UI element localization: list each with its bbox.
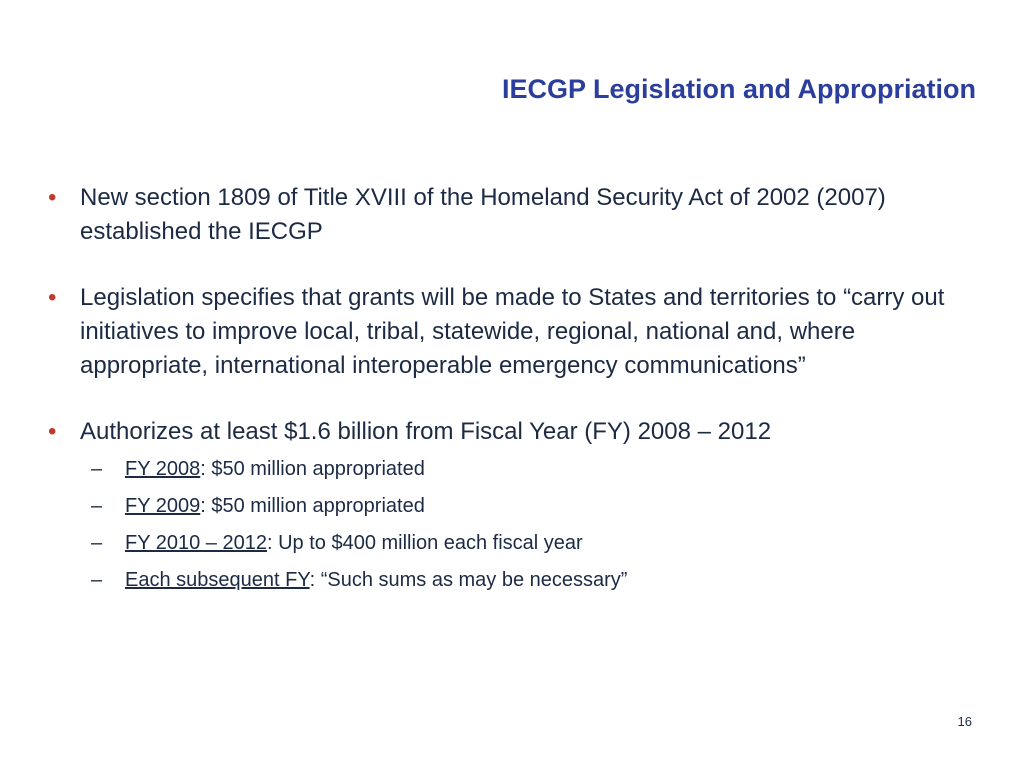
bullet-item bbox=[48, 415, 988, 599]
sub-bullet-text: : Up to $400 million each fiscal year bbox=[266, 532, 583, 554]
sub-bullet-item bbox=[80, 525, 988, 562]
dash-icon: – bbox=[91, 458, 103, 480]
bullet-list bbox=[48, 181, 988, 631]
bullet-item bbox=[48, 181, 988, 249]
dash-icon: – bbox=[91, 532, 103, 554]
slide-title: IECGP Legislation and Appropriation bbox=[501, 74, 976, 104]
sub-bullet-item bbox=[80, 562, 988, 599]
sub-bullet-list bbox=[80, 451, 988, 599]
sub-bullet-item bbox=[80, 488, 988, 525]
sub-bullet-text: : $50 million appropriated bbox=[200, 495, 425, 517]
sub-bullet-text: : “Such sums as may be necessary” bbox=[309, 569, 628, 591]
sub-bullet-text: : $50 million appropriated bbox=[200, 458, 425, 480]
dash-icon: – bbox=[91, 495, 103, 517]
bullet-item bbox=[48, 281, 988, 383]
page-number: 16 bbox=[957, 714, 972, 729]
sub-bullet-item bbox=[80, 451, 988, 488]
bullet-text: Legislation specifies that grants will be made to States and territories to “carry out initiatives to improve local, tribal, statewide, regional, national and, where appropriate, international interoperable emergency communications” bbox=[80, 284, 945, 379]
dash-icon: – bbox=[91, 569, 103, 591]
bullet-dot-icon: • bbox=[48, 184, 57, 211]
bullet-dot-icon: • bbox=[48, 418, 57, 445]
bullet-text: New section 1809 of Title XVIII of the Homeland Security Act of 2002 (2007) established the IECGP bbox=[80, 184, 886, 245]
fy-2009-link[interactable]: FY 2009 bbox=[125, 495, 201, 517]
each-subsequent-fy-link[interactable]: Each subsequent FY bbox=[125, 569, 310, 591]
bullet-dot-icon: • bbox=[48, 284, 57, 311]
bullet-text: Authorizes at least $1.6 billion from Fiscal Year (FY) 2008 – 2012 bbox=[80, 418, 772, 445]
fy-2010-2012-link[interactable]: FY 2010 – 2012 bbox=[125, 532, 267, 554]
fy-2008-link[interactable]: FY 2008 bbox=[125, 458, 201, 480]
